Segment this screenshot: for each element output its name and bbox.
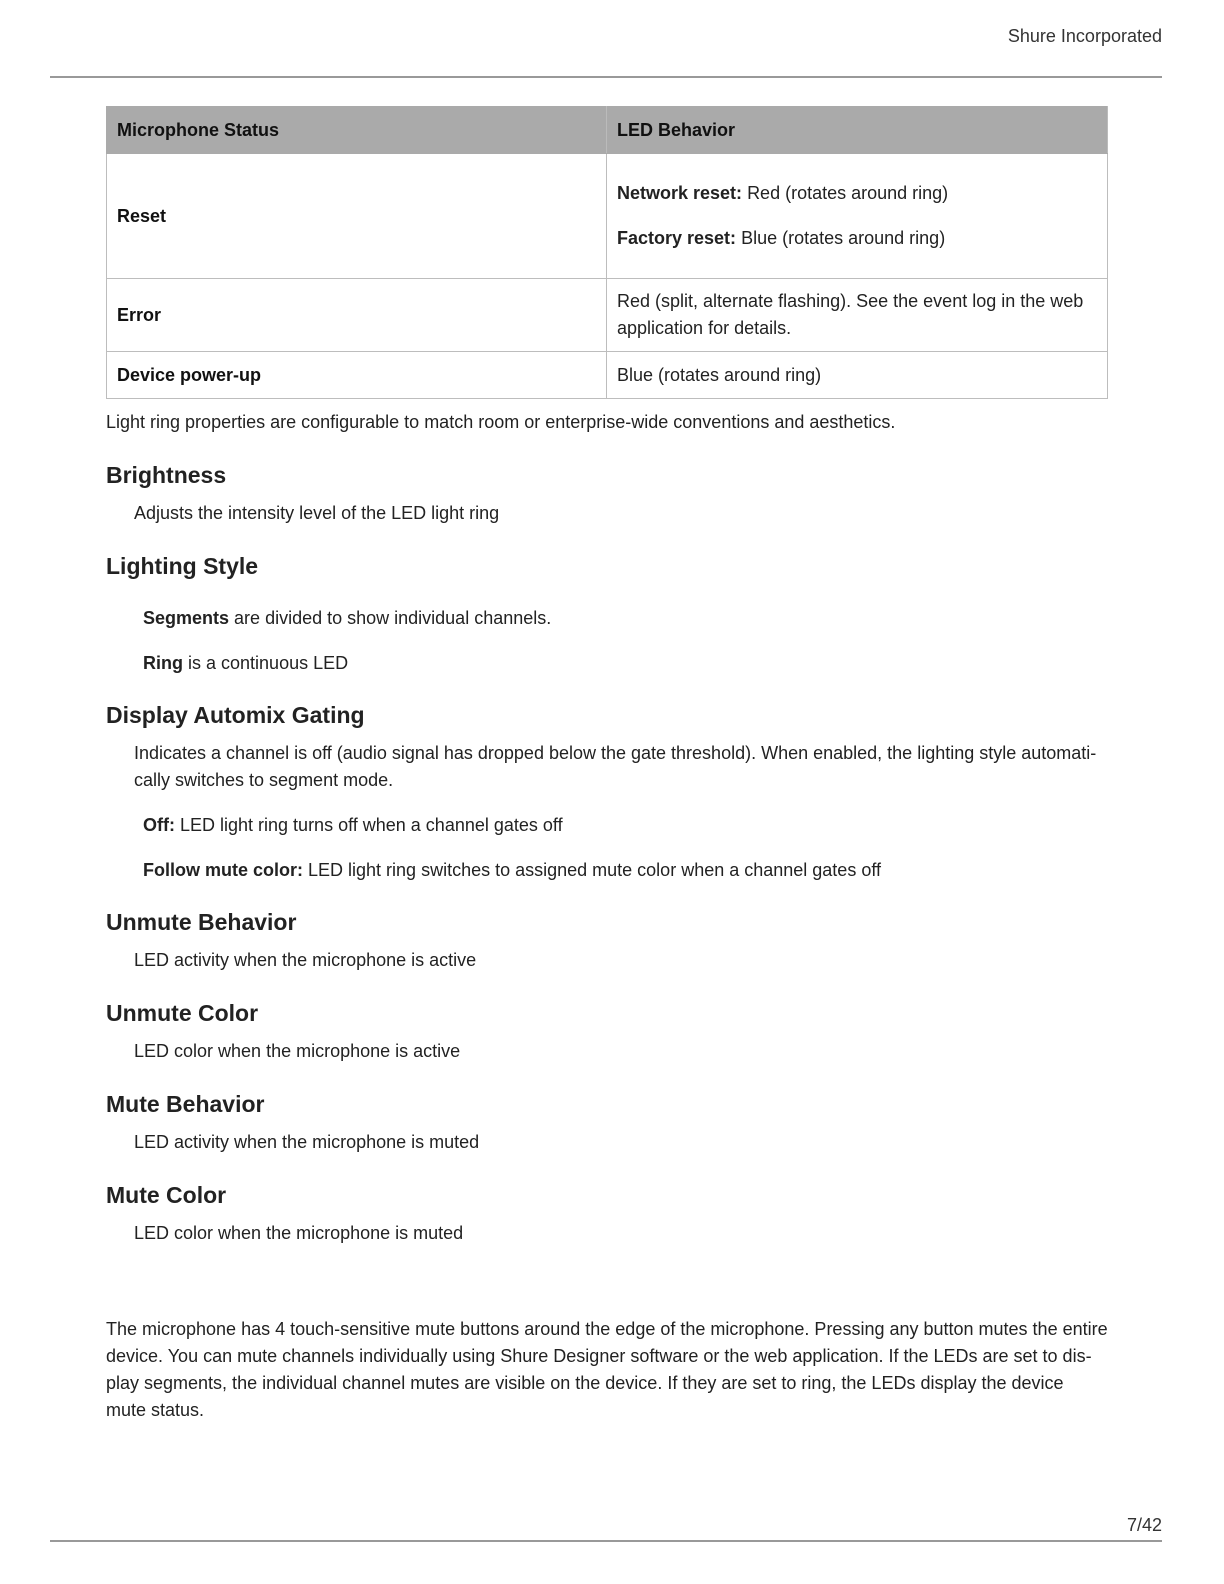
cell-line: [617, 180, 1097, 207]
led-cell: Red (split, alternate flashing). See the event log in the web application for details.: [607, 279, 1108, 352]
intro-text: Light ring properties are configurable to match room or enterprise-wide conventions and aesthetics.: [106, 412, 896, 432]
option-text: are divided to show individual channels.: [234, 608, 552, 628]
section-desc-automix: Indicates a channel is off (audio signal has dropped below the gate threshold). When enabled, the lighting style automati-cally switches to segment mode.: [134, 743, 1097, 790]
cell-line: [617, 225, 1097, 252]
column-header-led: LED Behavior: [607, 107, 1108, 154]
section-title-mute-behavior: Mute Behavior: [106, 1091, 265, 1117]
table-row: [107, 279, 1108, 352]
section-desc-mute-behavior: LED activity when the microphone is muted: [134, 1132, 480, 1152]
option-ring: [106, 650, 1108, 676]
led-cell: Blue (rotates around ring): [607, 352, 1108, 399]
mute-buttons-paragraph: The microphone has 4 touch-sensitive mute buttons around the edge of the microphone. Pressing any button mutes the entire device. You can mute channels individually using Shure Designer software or the web application. If the LEDs are set to dis-play segments, the individual channel mutes are visible on the device. If they are set to ring, the LEDs display the device mute status.: [106, 1319, 1108, 1420]
option-follow-mute-color: [106, 857, 1108, 883]
section-title-automix: Display Automix Gating: [106, 702, 365, 728]
section-title-unmute-color: Unmute Color: [106, 1000, 259, 1026]
option-label: Follow mute color:: [143, 860, 303, 880]
column-header-status: Microphone Status: [107, 107, 607, 154]
cell-line-text: Blue (rotates around ring): [741, 228, 946, 248]
cell-line-label: Network reset:: [617, 183, 743, 203]
section-title-unmute-behavior: Unmute Behavior: [106, 909, 297, 935]
status-cell: Error: [107, 279, 607, 352]
status-cell: Reset: [107, 154, 607, 279]
section-desc-mute-color: LED color when the microphone is muted: [134, 1223, 464, 1243]
option-off: [106, 812, 1108, 838]
header-company: Shure Incorporated: [1007, 26, 1162, 46]
option-label: Off:: [143, 815, 175, 835]
led-cell: [607, 154, 1108, 279]
table-header-row: [107, 107, 1108, 154]
option-text: LED light ring turns off when a channel gates off: [180, 815, 563, 835]
option-text: is a continuous LED: [188, 653, 349, 673]
led-status-table: [106, 106, 1108, 399]
table-row: [107, 154, 1108, 279]
footer-divider: [50, 1540, 1162, 1542]
option-text: LED light ring switches to assigned mute color when a channel gates off: [308, 860, 882, 880]
option-label: Ring: [143, 653, 183, 673]
section-desc-unmute-behavior: LED activity when the microphone is active: [134, 950, 477, 970]
cell-line-text: Red (rotates around ring): [747, 183, 949, 203]
page-content: [106, 106, 1108, 1424]
section-desc-unmute-color: LED color when the microphone is active: [134, 1041, 461, 1061]
option-label: Segments: [143, 608, 230, 628]
section-title-mute-color: Mute Color: [106, 1182, 227, 1208]
status-cell: Device power-up: [107, 352, 607, 399]
header-divider: [50, 76, 1162, 78]
section-title-lighting-style: Lighting Style: [106, 553, 259, 579]
section-desc-brightness: Adjusts the intensity level of the LED light ring: [134, 503, 500, 523]
page-number: 7/42: [1126, 1515, 1162, 1535]
table-row: [107, 352, 1108, 399]
option-segments: [106, 605, 1108, 631]
section-title-brightness: Brightness: [106, 462, 227, 488]
cell-line-label: Factory reset:: [617, 228, 737, 248]
